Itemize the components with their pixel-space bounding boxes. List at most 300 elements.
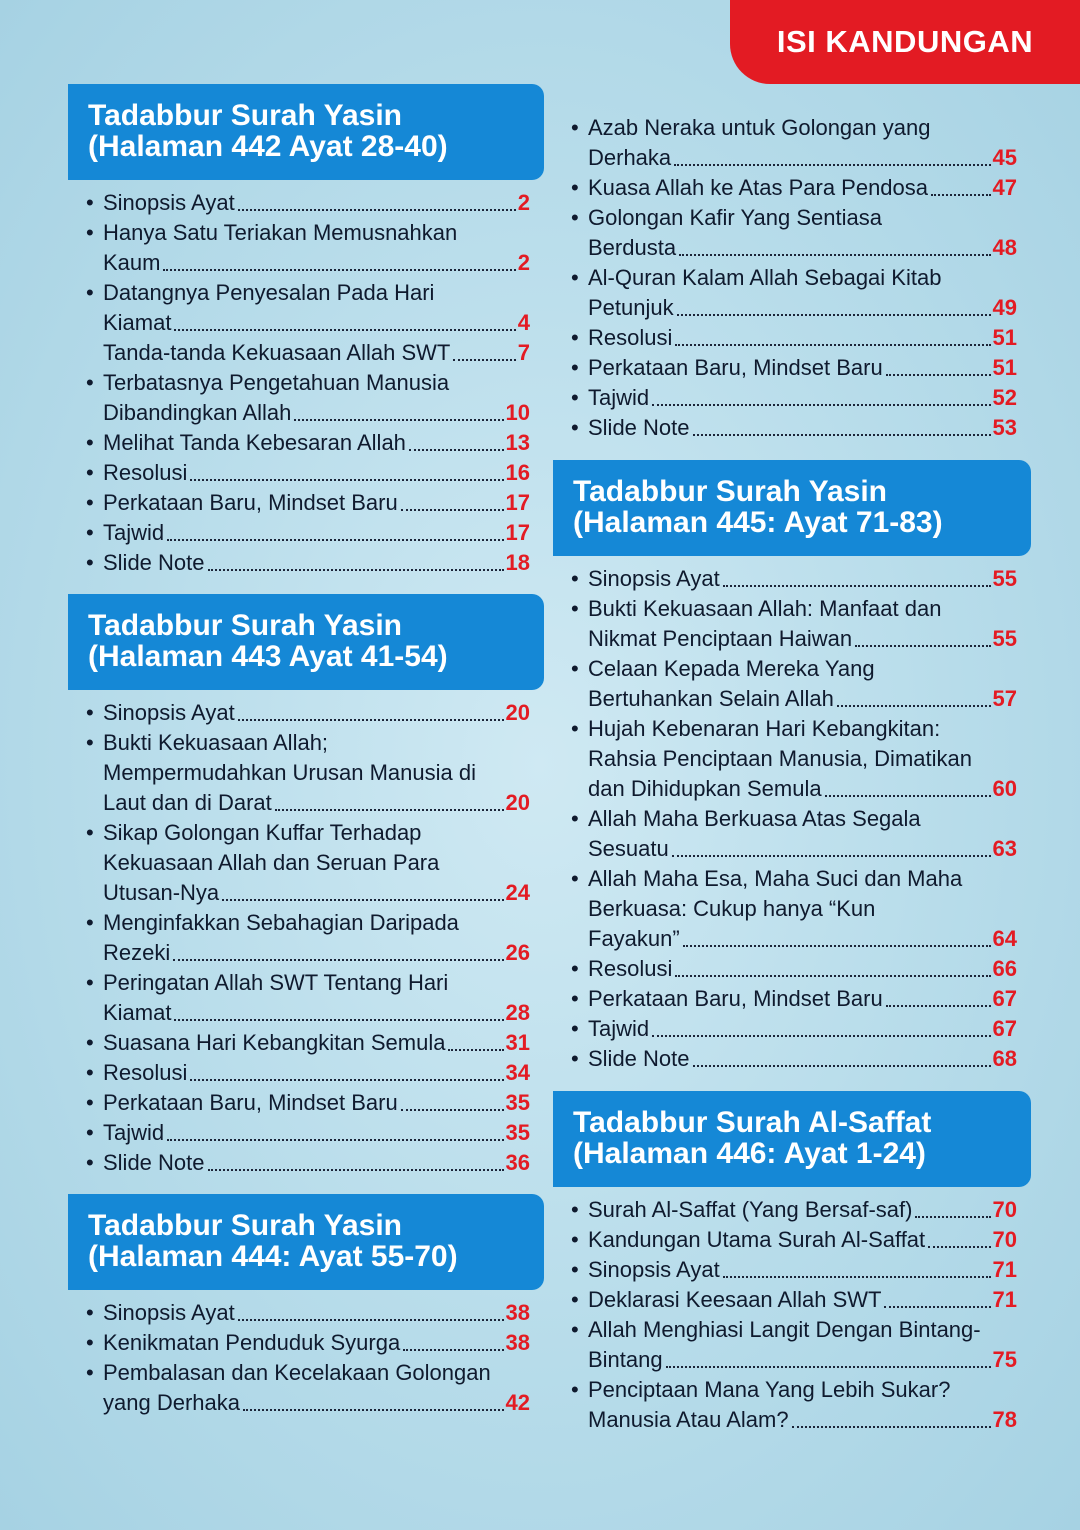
dot-leader [884,1306,990,1308]
contents-entry[interactable] [571,413,1017,443]
page-number: 16 [505,460,530,485]
entry-title-line: Laut dan di Darat [103,790,272,815]
entry-last-line [103,698,530,728]
dot-leader [693,1065,991,1067]
entry-last-line [588,774,1017,804]
page-number: 60 [992,776,1017,801]
contents-entry[interactable] [571,1315,1017,1375]
entry-title-line: Perkataan Baru, Mindset Baru [103,1090,398,1115]
entry-title-line: Tajwid [588,1016,650,1041]
contents-entry[interactable] [86,1148,530,1178]
page-number: 55 [992,566,1017,591]
page-number: 70 [992,1227,1017,1252]
entry-title-line: Manusia Atau Alam? [588,1407,789,1432]
dot-leader [294,419,503,421]
bullet-icon: • [86,970,94,995]
bullet-icon: • [86,460,94,485]
section-heading [553,460,1031,556]
entry-title-line: Allah Menghiasi Langit Dengan Bintang- [588,1317,981,1342]
contents-entry[interactable] [571,594,1017,654]
page-number: 38 [505,1300,530,1325]
bullet-icon: • [86,1360,94,1385]
entry-title-line: Sinopsis Ayat [103,190,235,215]
entry-last-line [588,413,1017,443]
entry-title-line: Berdusta [588,235,677,260]
dot-leader [652,404,990,406]
entry-title-line: Bintang [588,1347,663,1372]
entry-last-line [103,1118,530,1148]
page-number: 68 [992,1046,1017,1071]
contents-entry[interactable] [571,203,1017,263]
page-number: 42 [505,1390,530,1415]
dot-leader [679,254,990,256]
entry-last-line [103,248,530,278]
entry-last-line [588,924,1017,954]
entry-title-line: Penciptaan Mana Yang Lebih Sukar? [588,1377,951,1402]
contents-entry[interactable] [86,458,530,488]
entry-title-line: Rahsia Penciptaan Manusia, Dimatikan [588,746,972,771]
entry-last-line [103,488,530,518]
contents-entry[interactable] [571,864,1017,954]
contents-entry[interactable] [571,173,1017,203]
entry-title-line: Fayakun” [588,926,680,951]
entry-title-line: Rezeki [103,940,171,965]
entry-title-line: Datangnya Penyesalan Pada Hari [103,280,435,305]
page-number: 71 [992,1257,1017,1282]
bullet-icon: • [571,175,579,200]
entry-title-line: Perkataan Baru, Mindset Baru [588,986,883,1011]
dot-leader [928,1246,990,1248]
bullet-icon: • [571,355,579,380]
entry-last-line [588,1014,1017,1044]
bullet-icon: • [86,1300,94,1325]
contents-entry[interactable] [571,1044,1017,1074]
dot-leader [238,209,516,211]
page-number: 35 [505,1120,530,1145]
contents-entry[interactable] [571,804,1017,864]
bullet-icon: • [86,1150,94,1175]
contents-entry[interactable] [571,954,1017,984]
entry-last-line [103,938,530,968]
page-number: 45 [992,145,1017,170]
contents-tag [730,0,1080,84]
section-heading-line: (Halaman 445: Ayat 71-83) [573,506,943,539]
dot-leader [208,569,504,571]
page-number: 48 [992,235,1017,260]
page-number: 75 [992,1347,1017,1372]
page-number: 67 [992,1016,1017,1041]
entry-title-line: Bukti Kekuasaan Allah: Manfaat dan [588,596,942,621]
entry-last-line [103,1028,530,1058]
entry-title-line: Deklarasi Keesaan Allah SWT [588,1287,882,1312]
entry-last-line [103,398,530,428]
page-number: 34 [505,1060,530,1085]
bullet-icon: • [86,280,94,305]
bullet-icon: • [571,1317,579,1342]
page-number: 26 [505,940,530,965]
page-number: 67 [992,986,1017,1011]
bullet-icon: • [86,520,94,545]
bullet-icon: • [86,1030,94,1055]
bullet-icon: • [571,866,579,891]
dot-leader [723,1276,991,1278]
entry-title-line: Slide Note [588,415,690,440]
entry-title-line: Sesuatu [588,836,669,861]
dot-leader [448,1049,503,1051]
entry-last-line [103,338,530,368]
contents-tag-label: ISI KANDUNGAN [776,24,1034,59]
page-number: 10 [505,400,530,425]
bullet-icon: • [86,490,94,515]
bullet-icon: • [571,265,579,290]
entry-title-line: Slide Note [588,1046,690,1071]
page-number: 66 [992,956,1017,981]
page-number: 31 [505,1030,530,1055]
page-number: 20 [505,790,530,815]
contents-entry[interactable] [86,218,530,278]
entry-title-line: Kiamat [103,310,172,335]
entry-title-line: Sinopsis Ayat [588,1257,720,1282]
contents-entry[interactable] [86,368,530,428]
dot-leader [238,719,504,721]
contents-entry[interactable] [86,908,530,968]
page-number: 49 [992,295,1017,320]
entry-last-line [103,1058,530,1088]
dot-leader [825,795,991,797]
page-number: 7 [517,340,530,365]
entry-title-line: Kuasa Allah ke Atas Para Pendosa [588,175,929,200]
contents-entry[interactable] [86,1058,530,1088]
contents-list [68,1290,544,1418]
bullet-icon: • [571,1016,579,1041]
contents-entry[interactable] [571,323,1017,353]
entry-last-line [103,1298,530,1328]
bullet-icon: • [86,1120,94,1145]
contents-entry[interactable] [571,654,1017,714]
bullet-icon: • [86,820,94,845]
entry-title-line: Menginfakkan Sebahagian Daripada [103,910,459,935]
entry-title-line: Tanda-tanda Kekuasaan Allah SWT [103,340,451,365]
section-saffat-446 [553,1091,1031,1435]
entry-last-line [588,143,1017,173]
section-heading-line: (Halaman 446: Ayat 1-24) [573,1137,926,1170]
entry-title-line: Tajwid [103,1120,165,1145]
entry-title-line: Azab Neraka untuk Golongan yang [588,115,931,140]
dot-leader [243,1409,504,1411]
dot-leader [190,479,503,481]
entry-title-line: Berkuasa: Cukup hanya “Kun [588,896,876,921]
bullet-icon: • [86,430,94,455]
dot-leader [675,344,990,346]
bullet-icon: • [571,1377,579,1402]
contents-entry[interactable] [571,1255,1017,1285]
bullet-icon: • [571,1227,579,1252]
bullet-icon: • [571,1257,579,1282]
dot-leader [174,329,515,331]
page-number: 51 [992,355,1017,380]
section-yasin-445 [553,460,1031,1074]
entry-title-line: Al-Quran Kalam Allah Sebagai Kitab [588,265,942,290]
dot-leader [238,1319,504,1321]
contents-entry[interactable] [86,698,530,728]
dot-leader [675,975,990,977]
section-heading-line: Tadabbur Surah Al-Saffat [573,1106,932,1139]
dot-leader [403,1349,503,1351]
page-number: 38 [505,1330,530,1355]
entry-title-line: Mempermudahkan Urusan Manusia di [103,760,476,785]
section-heading [553,1091,1031,1187]
contents-entry[interactable] [571,263,1017,323]
contents-entry[interactable] [571,1195,1017,1225]
entry-last-line [103,998,530,1028]
entry-title-line: Sinopsis Ayat [103,1300,235,1325]
section-yasin-442 [68,84,544,578]
page-number: 57 [992,686,1017,711]
entry-title-line: Sinopsis Ayat [588,566,720,591]
entry-last-line [588,353,1017,383]
section-yasin-444-continued [553,105,1031,443]
dot-leader [174,1019,503,1021]
entry-last-line [588,834,1017,864]
contents-entry[interactable] [571,353,1017,383]
bullet-icon: • [86,190,94,215]
entry-title-line: Suasana Hari Kebangkitan Semula [103,1030,446,1055]
entry-title-line: Resolusi [588,956,673,981]
entry-title-line: Kiamat [103,1000,172,1025]
page-number: 51 [992,325,1017,350]
bullet-icon: • [86,1090,94,1115]
dot-leader [672,855,991,857]
entry-title-line: Peringatan Allah SWT Tentang Hari [103,970,449,995]
page-number: 36 [505,1150,530,1175]
entry-title-line: Allah Maha Berkuasa Atas Segala [588,806,921,831]
bullet-icon: • [86,1060,94,1085]
dot-leader [167,539,503,541]
entry-last-line [588,1405,1017,1435]
entry-title-line: Perkataan Baru, Mindset Baru [588,355,883,380]
section-heading [68,1194,544,1290]
dot-leader [886,1005,991,1007]
section-heading-line: Tadabbur Surah Yasin [573,475,887,508]
contents-list [68,690,544,1178]
entry-title-line: Pembalasan dan Kecelakaan Golongan [103,1360,491,1385]
section-heading-line: (Halaman 444: Ayat 55-70) [88,1240,458,1273]
contents-list [68,180,544,578]
section-heading [68,84,544,180]
page-number: 18 [505,550,530,575]
dot-leader [173,959,503,961]
dot-leader [931,194,991,196]
contents-entry[interactable] [86,518,530,548]
dot-leader [167,1139,503,1141]
bullet-icon: • [571,415,579,440]
entry-last-line [103,428,530,458]
contents-entry[interactable] [86,1088,530,1118]
bullet-icon: • [571,1197,579,1222]
dot-leader [190,1079,503,1081]
dot-leader [409,449,504,451]
page-number: 28 [505,1000,530,1025]
contents-entry[interactable] [571,383,1017,413]
contents-entry[interactable] [86,548,530,578]
section-heading [68,594,544,690]
page-number: 64 [992,926,1017,951]
dot-leader [163,269,515,271]
entry-title-line: Bukti Kekuasaan Allah; [103,730,329,755]
bullet-icon: • [571,956,579,981]
contents-entry[interactable] [86,338,530,368]
bullet-icon: • [86,1330,94,1355]
entry-title-line: Sikap Golongan Kuffar Terhadap [103,820,422,845]
contents-entry[interactable] [86,278,530,338]
page-number: 71 [992,1287,1017,1312]
entry-title-line: Bertuhankan Selain Allah [588,686,834,711]
contents-entry[interactable] [86,818,530,908]
entry-title-line: Kekuasaan Allah dan Seruan Para [103,850,440,875]
dot-leader [723,585,991,587]
entry-title-line: Sinopsis Ayat [103,700,235,725]
page-number: 63 [992,836,1017,861]
contents-entry[interactable] [86,728,530,818]
dot-leader [693,434,991,436]
page-number: 78 [992,1407,1017,1432]
entry-last-line [588,233,1017,263]
entry-title-line: Hanya Satu Teriakan Memusnahkan [103,220,458,245]
contents-entry[interactable] [86,1298,530,1328]
entry-last-line [103,188,530,218]
bullet-icon: • [571,986,579,1011]
contents-entry[interactable] [86,1358,530,1418]
contents-entry[interactable] [571,714,1017,804]
entry-last-line [103,518,530,548]
contents-entry[interactable] [571,1285,1017,1315]
contents-entry[interactable] [86,1028,530,1058]
entry-title-line: dan Dihidupkan Semula [588,776,822,801]
entry-title-line: Golongan Kafir Yang Sentiasa [588,205,882,230]
page-number: 52 [992,385,1017,410]
entry-last-line [588,564,1017,594]
contents-entry[interactable] [571,1014,1017,1044]
dot-leader [677,314,991,316]
entry-last-line [588,1225,1017,1255]
page-number: 17 [505,490,530,515]
page-number: 47 [992,175,1017,200]
entry-last-line [588,1195,1017,1225]
page-number: 13 [505,430,530,455]
dot-leader [275,809,504,811]
entry-title-line: Slide Note [103,550,205,575]
page-number: 53 [992,415,1017,440]
bullet-icon: • [571,325,579,350]
bullet-icon: • [571,385,579,410]
page-number: 35 [505,1090,530,1115]
bullet-icon: • [86,370,94,395]
contents-entry[interactable] [86,968,530,1028]
page-number: 55 [992,626,1017,651]
entry-title-line: Perkataan Baru, Mindset Baru [103,490,398,515]
bullet-icon: • [571,205,579,230]
bullet-icon: • [86,220,94,245]
entry-title-line: Petunjuk [588,295,674,320]
entry-title-line: Resolusi [588,325,673,350]
contents-entry[interactable] [571,1225,1017,1255]
dot-leader [886,374,991,376]
entry-title-line: Slide Note [103,1150,205,1175]
contents-entry[interactable] [571,984,1017,1014]
entry-last-line [588,954,1017,984]
entry-last-line [103,548,530,578]
entry-title-line: Kandungan Utama Surah Al-Saffat [588,1227,926,1252]
section-yasin-444 [68,1194,544,1418]
section-heading-line: (Halaman 443 Ayat 41-54) [88,640,448,673]
section-heading-line: Tadabbur Surah Yasin [88,99,402,132]
dot-leader [666,1366,991,1368]
page-number: 24 [505,880,530,905]
entry-last-line [588,1345,1017,1375]
dot-leader [915,1216,990,1218]
contents-entry[interactable] [86,428,530,458]
dot-leader [652,1035,990,1037]
page-number: 4 [517,310,530,335]
bullet-icon: • [86,910,94,935]
entry-last-line [103,308,530,338]
entry-last-line [103,1388,530,1418]
entry-title-line: Nikmat Penciptaan Haiwan [588,626,853,651]
dot-leader [837,705,991,707]
contents-entry[interactable] [571,564,1017,594]
entry-title-line: Allah Maha Esa, Maha Suci dan Maha [588,866,963,891]
entry-title-line: Terbatasnya Pengetahuan Manusia [103,370,450,395]
bullet-icon: • [571,716,579,741]
contents-entry[interactable] [86,1328,530,1358]
entry-title-line: Kenikmatan Penduduk Syurga [103,1330,401,1355]
contents-list [553,1187,1031,1435]
entry-title-line: yang Derhaka [103,1390,240,1415]
entry-last-line [103,788,530,818]
page-number: 20 [505,700,530,725]
entry-title-line: Dibandingkan Allah [103,400,292,425]
entry-title-line: Utusan-Nya [103,880,220,905]
entry-last-line [588,1255,1017,1285]
entry-last-line [588,383,1017,413]
page-number: 2 [517,250,530,275]
entry-title-line: Hujah Kebenaran Hari Kebangkitan: [588,716,941,741]
bullet-icon: • [86,700,94,725]
section-heading-line: Tadabbur Surah Yasin [88,609,402,642]
page-number: 17 [505,520,530,545]
bullet-icon: • [86,550,94,575]
dot-leader [222,899,503,901]
page-number: 70 [992,1197,1017,1222]
dot-leader [208,1169,504,1171]
contents-list [553,556,1031,1074]
contents-entry[interactable] [86,1118,530,1148]
entry-title-line: Resolusi [103,1060,188,1085]
entry-last-line [103,1328,530,1358]
entry-last-line [588,984,1017,1014]
contents-entry[interactable] [86,188,530,218]
entry-last-line [588,323,1017,353]
contents-entry[interactable] [571,113,1017,173]
page-number: 2 [517,190,530,215]
contents-entry[interactable] [571,1375,1017,1435]
bullet-icon: • [571,1046,579,1071]
entry-title-line: Resolusi [103,460,188,485]
entry-last-line [588,173,1017,203]
bullet-icon: • [571,566,579,591]
entry-last-line [588,293,1017,323]
contents-entry[interactable] [86,488,530,518]
